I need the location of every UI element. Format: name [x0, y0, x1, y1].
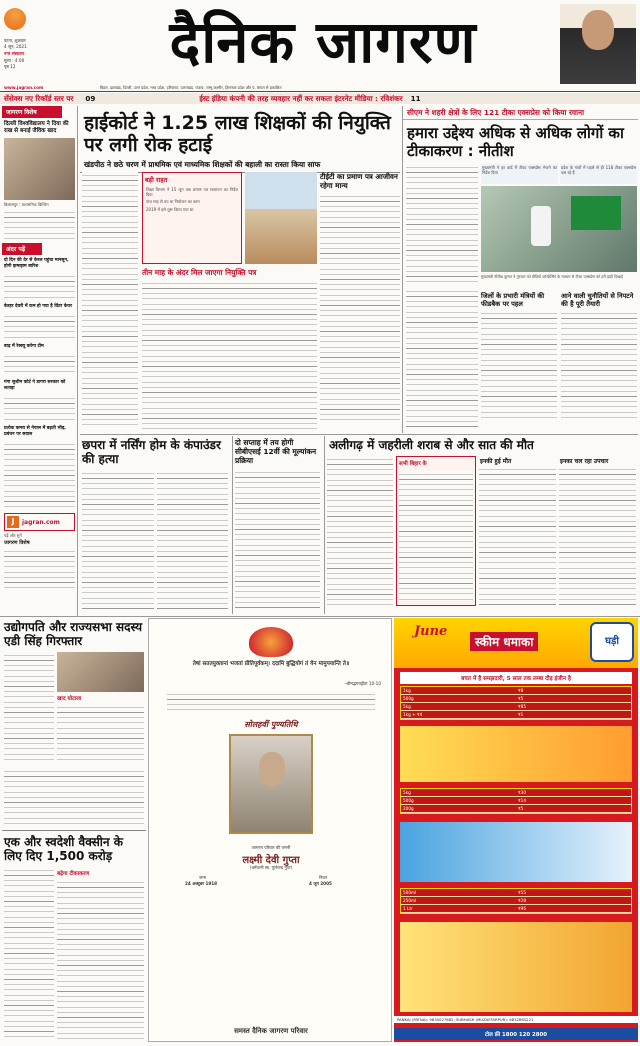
- tribute-banner: सोलहवीं पुण्यतिथि: [244, 719, 298, 729]
- ad-pack: 5kg: [403, 704, 411, 709]
- ad-pack: 5kg: [403, 790, 411, 795]
- lead-col1: [82, 172, 138, 427]
- ad-pack: 250ml: [403, 898, 417, 903]
- ad-pack: 200g: [403, 806, 414, 811]
- story1-caption: बिलासपुर : प्रशासनिक बिल्डिंग: [4, 202, 49, 207]
- user-portrait: [560, 4, 636, 84]
- ad-price: ₹8: [518, 688, 524, 693]
- tribute-prefix: जागरण परिवार की जननी: [251, 845, 291, 850]
- ad-table-1: [400, 686, 632, 720]
- ticker-left[interactable]: सेंसेक्स नए रिकॉर्ड स्तर पर: [4, 93, 74, 103]
- inside-item[interactable]: दो दिन की देर से केरल पहुंचा मानसून, होगी झमाझम बारिश: [4, 258, 69, 270]
- jagran-app-icon[interactable]: J: [7, 516, 19, 528]
- vaccine-col1b: [406, 288, 478, 428]
- url-strip: [0, 84, 640, 92]
- right-top-story: [402, 106, 638, 433]
- ad-price: ₹1: [518, 712, 524, 717]
- person-shape: [531, 206, 551, 246]
- relief-box: [142, 172, 242, 264]
- ad-table-2: [400, 788, 632, 814]
- ad-price: ₹55: [518, 890, 526, 895]
- ad-brand-logo: घड़ी: [590, 622, 634, 662]
- sub1: [481, 292, 557, 420]
- ad-price: ₹14: [518, 798, 526, 803]
- cbse-story: [232, 436, 322, 614]
- aligarh-box-title: सभी बिहार के: [399, 461, 427, 467]
- relief-item: पांच माह से ठप था नियोजन का काम: [146, 199, 200, 205]
- relief-item: 2019 में इसे शुरू किया गया था: [146, 206, 194, 212]
- ad-price: ₹28: [518, 898, 526, 903]
- edition-label: नगर संस्करण: [4, 51, 25, 56]
- inside-item[interactable]: बेतहर देवरी में कम हो गया है विंटर केयर: [4, 304, 72, 310]
- nurse-story: [80, 436, 230, 614]
- ad-price: ₹85: [518, 704, 526, 709]
- ad-price: ₹5: [518, 696, 524, 701]
- city-label: पटना, शुक्रवार: [4, 38, 26, 43]
- aligarh-story: [324, 436, 638, 614]
- vaccine-col1: [406, 164, 478, 284]
- merit-body: [142, 280, 317, 430]
- face-shape: [259, 752, 285, 786]
- inside-item[interactable]: गंगा सुशीम कोर्ट ने डागरा सरकार को लताड़ा: [4, 380, 66, 392]
- vaccine-bullets: [481, 164, 637, 184]
- ad-pack: 1 Ltr: [403, 906, 413, 911]
- ad-pack: 500ml: [403, 890, 417, 895]
- tribute-photo: [229, 734, 313, 834]
- tribute-ref: -श्रीमद्भगवद्गीता 10-10: [344, 681, 381, 686]
- inside-body: [4, 353, 75, 377]
- lead-story: [80, 106, 400, 433]
- died-date: 4 जून 2005: [309, 881, 332, 886]
- site-url[interactable]: www.jagran.com: [4, 84, 44, 90]
- ad-price: ₹30: [518, 790, 526, 795]
- section-title: जागरण विशेष: [2, 106, 62, 118]
- merit-headline[interactable]: तीन माह के अंदर मिल जाएगा नियुक्ति पत्र: [142, 268, 257, 277]
- arrest-box-title: खाद घोटाला: [57, 696, 82, 702]
- vaccine-bullet: प्रदेश के गांवों में पहले से ही 118 टीका एक्सप्रेस चल रहे हैं: [560, 164, 637, 184]
- ghari-ad[interactable]: [394, 618, 638, 1042]
- jagran-note: जागरण विशेष: [4, 540, 30, 547]
- inside-body: [4, 313, 75, 341]
- inside-body: [4, 395, 75, 423]
- inside-body: [4, 441, 75, 511]
- ad-table-3: [400, 888, 632, 914]
- relief-box-title: बड़ी राहत: [145, 176, 168, 184]
- vaccine-bullet: मुख्यमंत्री ने हर वार्ड में टीका एक्सप्रेस भेजने का निर्देश दिया: [481, 164, 558, 184]
- ad-contacts: PANKAJ (PATNA): 9835027682, SUBHASH (MUZAFFARPUR): 9832665221: [394, 1016, 638, 1023]
- tribute-sub: (धर्मपत्नी स्व. पूर्णचन्द्र गुप्त): [249, 865, 293, 870]
- ad-banner: बचत में है समझदारी, 5 साल तक लम्बा दौड़ इंजीन है: [400, 672, 632, 684]
- vaccine-funding-headline[interactable]: एक और स्वदेशी वैक्सीन के लिए दिए 1,500 करोड़: [2, 830, 146, 865]
- inside-item[interactable]: बाढ़ में रेस्क्यू करेगा टीम: [4, 344, 44, 350]
- jagran-sub: पढ़ें और सुनें: [4, 533, 22, 539]
- lead-subhead: खंडपीठ ने छठे चरण में प्राथमिक एवं माध्यमिक शिक्षकों की बहाली का रास्ता किया साफ: [80, 158, 400, 173]
- story1-headline[interactable]: दिल्ली विश्वविद्यालय ने दिया की राख से बनाई जैविक खाद: [4, 121, 69, 134]
- ad-price: ₹5: [518, 806, 524, 811]
- tet-headline[interactable]: टीईटी का प्रमाण पत्र आजीवन रहेगा मान्य: [320, 172, 398, 190]
- nurse-headline[interactable]: छपरा में नर्सिंग होम के कंपाउंडर की हत्या: [82, 438, 221, 466]
- ticker-right[interactable]: ईस्ट इंडिया कंपनी की तरह व्यवहार नहीं कर सकता इंटरनेट मीडिया : रविशंकर: [199, 93, 403, 103]
- jagran-link[interactable]: jagran.com: [22, 518, 60, 526]
- bottom-left-column: [2, 618, 146, 1042]
- relief-item: शिक्षा विभाग ने 15 जून तक प्रमाण पत्र सत्यापन का निर्देश दिया: [146, 187, 238, 198]
- regions-line: बिहार, झारखंड, दिल्ली, उत्तर प्रदेश, मध्य प्रदेश, हरियाणा, उत्तराखंड, पंजाब, जम्मू-कश्मीर, हिमाचल प्रदेश और प. बंगाल से प्रकाशित: [100, 84, 282, 90]
- ad-pack: 1kg: [403, 688, 411, 693]
- sun-logo-icon: [4, 8, 26, 30]
- tribute-footer: समस्त दैनिक जागरण परिवार: [234, 1027, 308, 1035]
- cm-photo-caption: मुख्यमंत्री नीतीश कुमार ने गुरुवार को वीडियो कॉन्फ्रेंसिंग के माध्यम से टीका एक्सप्रेस को हरी झंडी दिखाई: [481, 274, 624, 279]
- arrest-photo: [57, 652, 144, 692]
- tribute-notice: [148, 618, 392, 1042]
- merit-story: [142, 268, 317, 430]
- ticker-bar: [0, 93, 640, 104]
- jagran-body: [4, 548, 75, 588]
- arrest-headline[interactable]: उद्योगपति और राज्यसभा सदस्य एडी सिंह गिरफ्तार: [4, 620, 143, 648]
- pages-label: पृष्ठ 12: [4, 64, 16, 69]
- born-label: जन्म: [199, 875, 206, 880]
- vaccine-headline[interactable]: हमारा उद्देश्य अधिक से अधिक लोगों का टीकाकरण : नीतीश: [407, 124, 624, 160]
- tribute-mantra: तेषां सततयुक्तानां भजतां प्रीतिपूर्वकम्। ददामि बुद्धियोगं तं येन मामुपयान्ति ते॥: [192, 661, 350, 667]
- ad-month: June: [414, 624, 448, 639]
- price-label: मूल्य : 4.00: [4, 58, 25, 63]
- born-date: 24 अक्टूबर 1918: [185, 881, 218, 886]
- ad-pack: 500g: [403, 798, 414, 803]
- cbse-headline[interactable]: दो सप्ताह में तय होगी सीबीएसई 12वीं की मूल्यांकन प्रक्रिया: [235, 438, 317, 465]
- ad-offer: स्कीम धमाका: [470, 632, 538, 651]
- ticker-left-page: 09: [85, 94, 96, 103]
- story1-body: [4, 209, 75, 239]
- aligarh-headline[interactable]: अलीगढ़ में जहरीली शराब से और सात की मौत: [329, 438, 534, 452]
- death-label: इनकी हुई मौत: [480, 458, 512, 465]
- flag-shape: [571, 196, 621, 230]
- tribute-text: [167, 691, 375, 711]
- ad-pack: 500g: [403, 696, 414, 701]
- face-shape: [582, 10, 614, 50]
- ad-price: ₹96: [518, 906, 526, 911]
- sub2: [561, 292, 637, 420]
- ad-products-3: [400, 922, 632, 1012]
- ganesha-emblem: [249, 627, 293, 657]
- vaccine-kicker: सीएम ने शहरी क्षेत्रों के लिए 121 टीका एक्सप्रेस को किया रवाना: [403, 106, 638, 120]
- died-label: निधन: [319, 875, 328, 880]
- treatment-label: इनका चल रहा उपचार: [560, 458, 609, 465]
- ad-products-2: [400, 822, 632, 882]
- ticker-right-page: 11: [410, 94, 421, 103]
- sub2-headline[interactable]: आने वाली चुनौतियों से निपटने की है पूरी तैयारी: [561, 292, 634, 308]
- story1-photo: [4, 138, 75, 200]
- ad-products-1: [400, 726, 632, 782]
- left-sidebar: [2, 106, 78, 616]
- tribute-name: लक्ष्मी देवी गुप्ता: [242, 855, 300, 866]
- inside-item[interactable]: प्रत्येक कमरा से नेपाल में बढ़ती भीड़, प्रबंधन पर सवाल: [4, 426, 67, 438]
- tet-body: [320, 193, 400, 423]
- lead-headline[interactable]: हाईकोर्ट ने 1.25 लाख शिक्षकों की नियुक्ति पर लगी रोक हटाई: [84, 112, 391, 156]
- sub1-headline[interactable]: जिलों के प्रभारी मंत्रियों की फीडबैक पर पहल: [481, 292, 545, 308]
- ad-tollfree[interactable]: टोल फ्री 1800 120 2800: [394, 1028, 638, 1040]
- vaccine-box-title: बढ़ेगा टीकाकरण: [57, 871, 90, 877]
- cm-photo: [481, 186, 637, 272]
- masthead-title: दैनिक जागरण: [169, 8, 477, 76]
- date-label: 4 जून, 2021: [4, 44, 27, 49]
- inside-body: [4, 273, 75, 301]
- inside-title: अंदर पढ़ें: [2, 243, 42, 255]
- court-photo: [245, 172, 317, 264]
- ad-pack: 1kg + ₹4: [403, 712, 423, 717]
- tet-column: [320, 172, 400, 427]
